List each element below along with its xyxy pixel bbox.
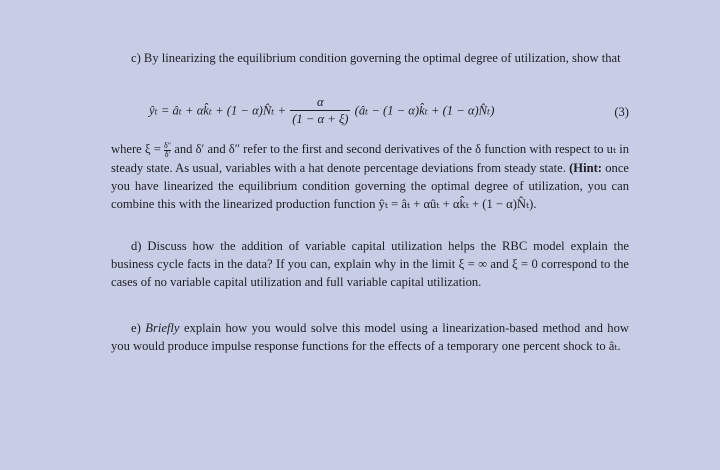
fraction-denominator: (1 − α + ξ) <box>292 112 349 126</box>
question-e-prefix: e) <box>131 321 141 335</box>
question-e-emphasis: Briefly <box>145 321 180 335</box>
where-text-2: once you have linearized the equilibrium condition governing the optimal degree of utilization, you can combine this with the linearized production function ŷₜ = âₜ + αûₜ + αk̂ₜ + (1 − α)N̂ₜ). <box>111 160 630 211</box>
fraction-numerator: α <box>290 94 350 111</box>
xi-denominator: δ′ <box>164 149 171 159</box>
question-e <box>111 319 629 355</box>
hint-label: (Hint: <box>569 160 602 175</box>
xi-numerator: δ″ <box>163 140 172 150</box>
equation-body <box>149 94 494 127</box>
question-d: d) Discuss how the addition of variable capital utilization helps the RBC model explain the business cycle facts in the data? If you can, explain why in the limit ξ = ∞ and ξ = 0 correspond to the cases of no variable capital utilization and full variable capital utilization. <box>111 239 629 289</box>
equation-rhs: (âₜ − (1 − α)k̂ₜ + (1 − α)N̂ₜ) <box>354 103 495 118</box>
equation-number: (3) <box>614 105 629 119</box>
xi-fraction <box>164 142 171 159</box>
equation-fraction <box>290 94 350 127</box>
question-c: c) By linearizing the equilibrium condition governing the optimal degree of utilization, show that <box>131 51 621 65</box>
where-text-1: and δ′ and δ″ refer to the first and second derivatives of the δ function with respect to uₜ in steady state. As usual, variables with a hat denote percentage deviations from steady state. <box>111 142 630 175</box>
question-e-text: explain how you would solve this model using a linearization-based method and how you would produce impulse response functions for the effects of a temporary one percent shock to âₜ. <box>111 321 629 353</box>
where-paragraph <box>111 140 629 213</box>
equation-lhs: ŷₜ = âₜ + αk̂ₜ + (1 − α)N̂ₜ + <box>149 103 287 118</box>
where-prefix: where ξ = <box>111 142 161 156</box>
